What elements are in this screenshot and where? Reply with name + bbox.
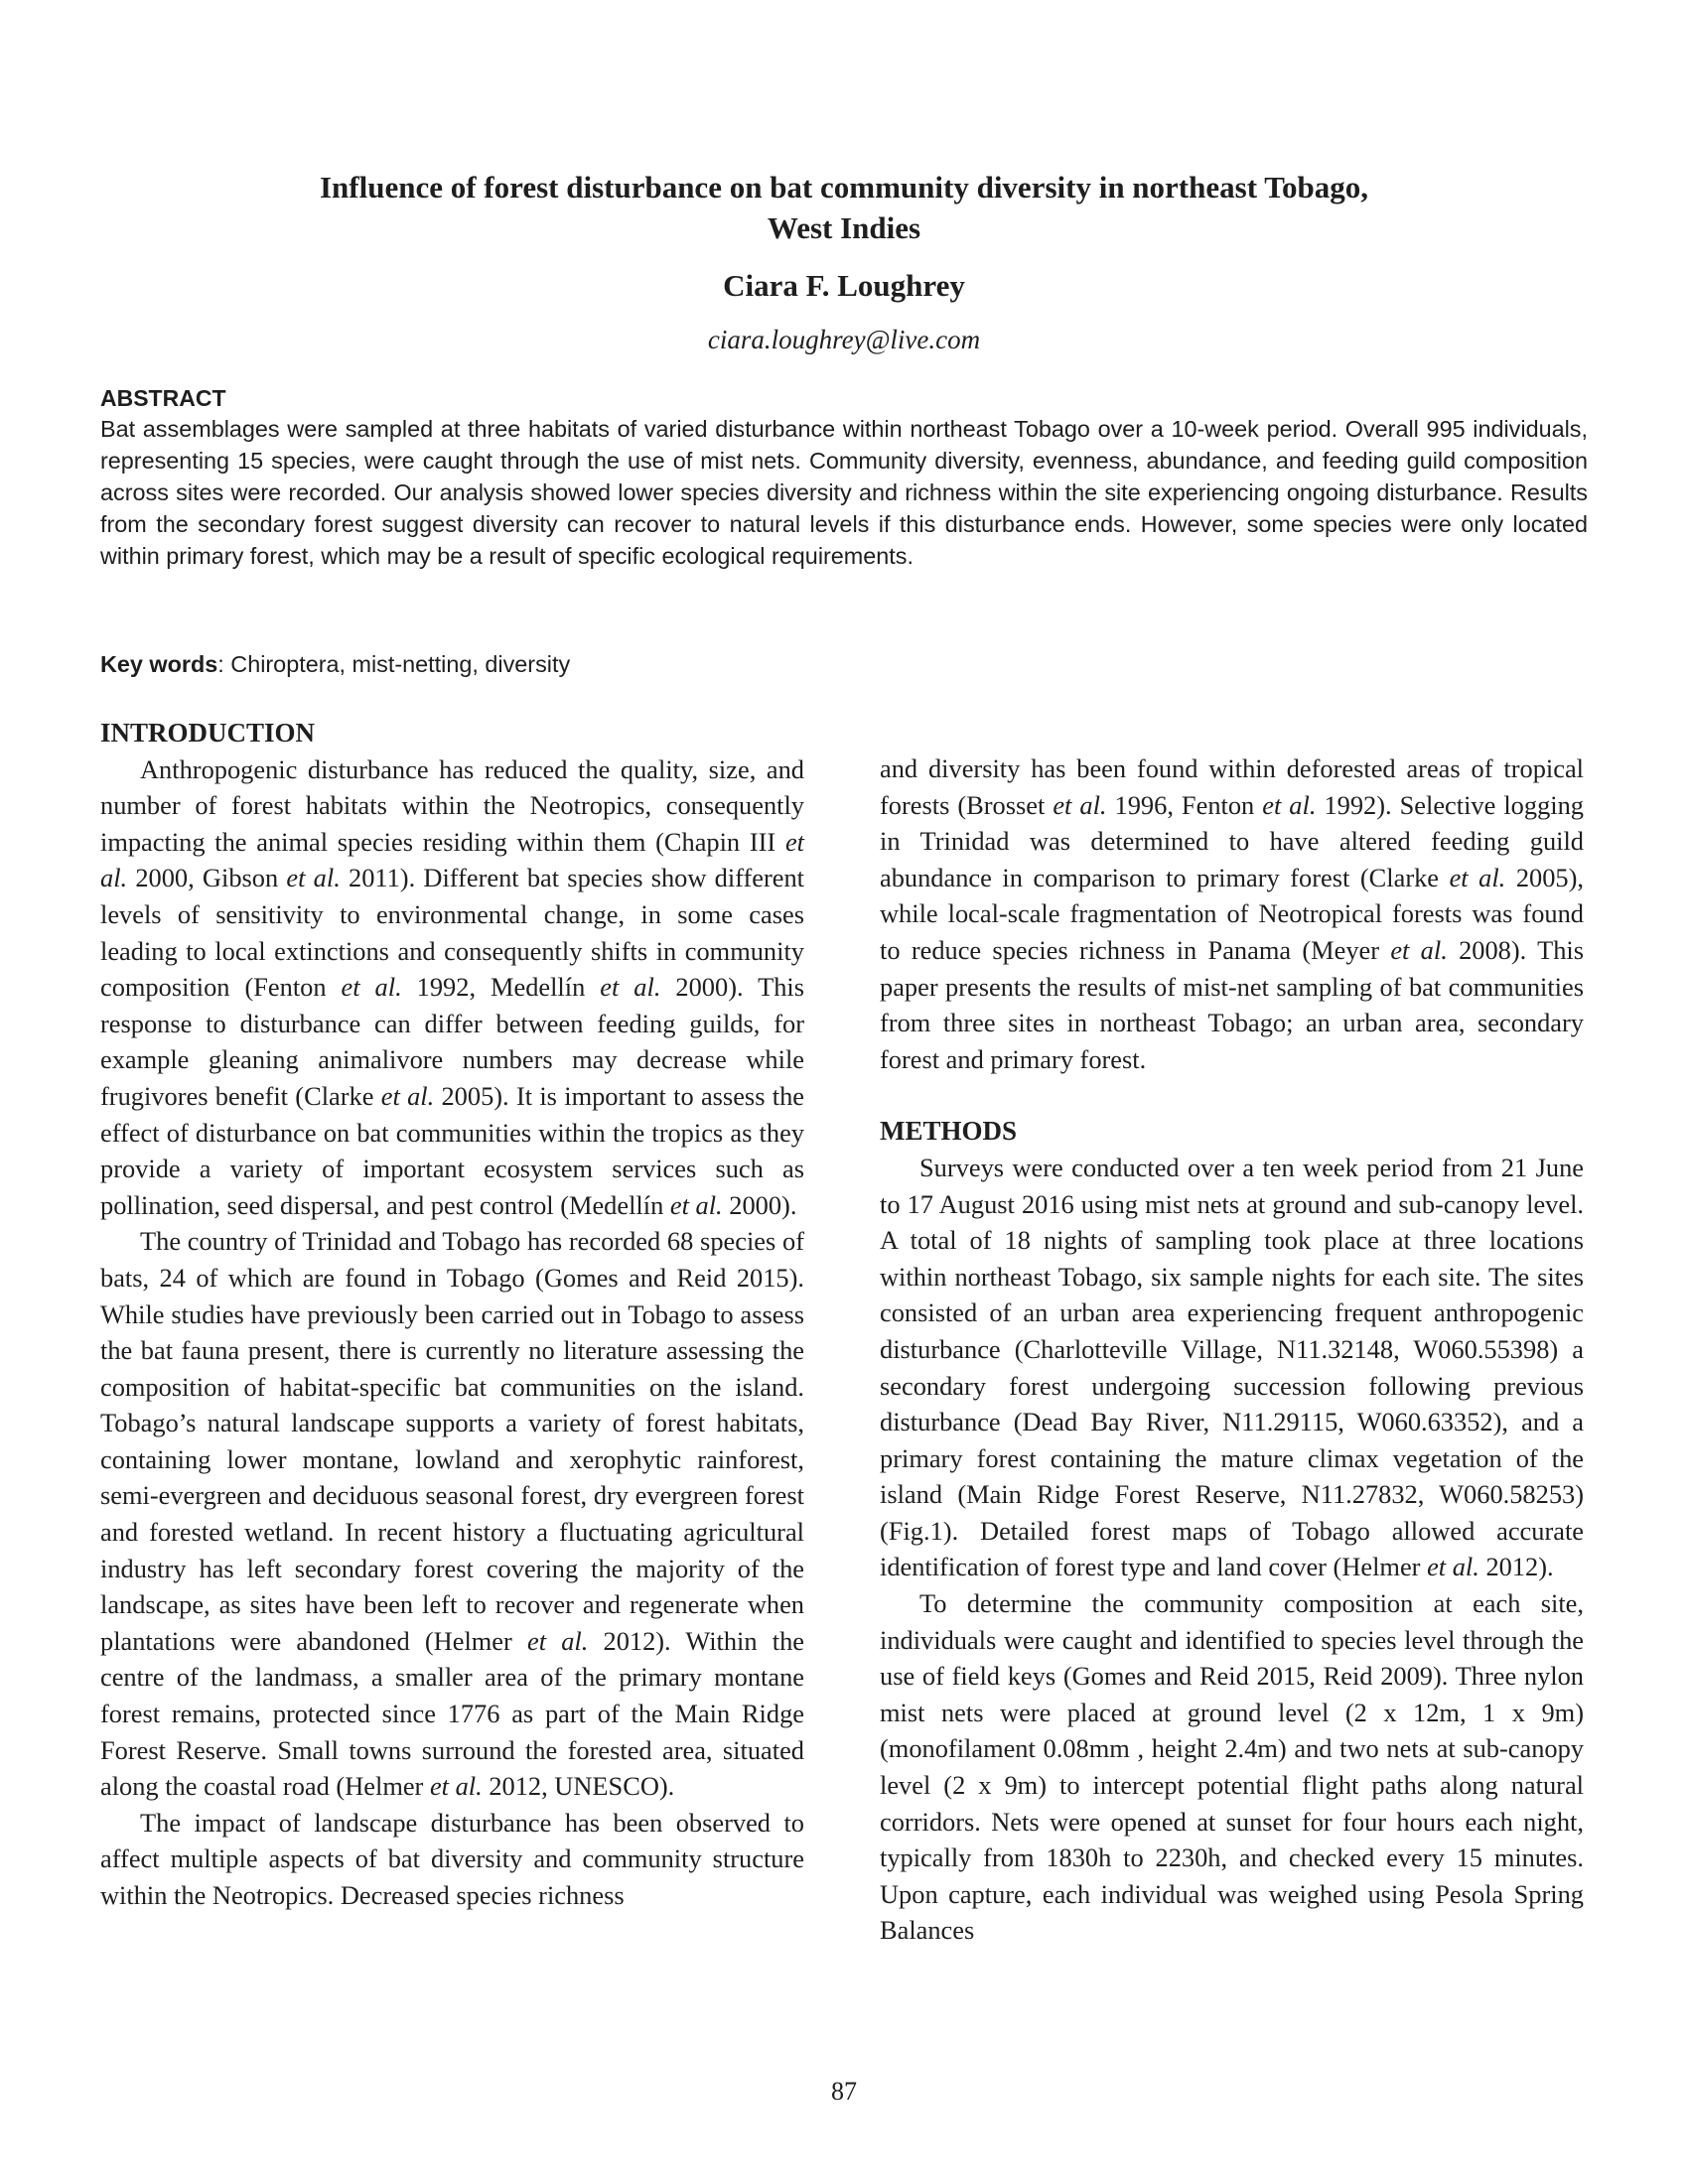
- abstract-heading: ABSTRACT: [100, 385, 226, 411]
- methods-heading: METHODS: [880, 1116, 1018, 1147]
- left-column: [100, 715, 804, 1914]
- keywords-label: Key words: [100, 651, 218, 677]
- etal-citation: et al.: [1053, 789, 1107, 820]
- etal-citation: et al.: [429, 1771, 483, 1802]
- keywords-separator: :: [217, 651, 231, 677]
- etal-citation: et al.: [341, 972, 402, 1003]
- author-name: Ciara F. Loughrey: [723, 268, 965, 303]
- etal-citation: et al.: [100, 826, 804, 893]
- etal-citation: et al.: [600, 972, 661, 1003]
- etal-citation: et al.: [286, 863, 341, 893]
- author-email: ciara.loughrey@live.com: [707, 325, 981, 354]
- keywords-text: Chiroptera, mist-netting, diversity: [230, 651, 571, 677]
- intro-paragraph-2: The country of Trinidad and Tobago has recorded 68 species of bats, 24 of which are found in Tobago (Gomes and Reid 2015). While studies have previously been carried out in Tobago to assess the bat fauna present, there is currently no literature assessing the composition of habitat-specific bat communities on the island. Tobago’s natural landscape supports a variety of forest habitats, containing lower montane, lowland and xerophytic rainforest, semi-evergreen and deciduous seasonal forest, dry evergreen forest and forested wetland. In recent history a fluctuating agricultural industry has left secondary forest covering the majority of the landscape, as sites have been left to recover and regenerate when plantations were abandoned (Helmer et al. 2012). Within the centre of the landmass, a smaller area of the primary montane forest remains, protected since 1776 as part of the Main Ridge Forest Reserve. Small towns surround the forested area, situated along the coastal road (Helmer et al. 2012, UNESCO).: [100, 1226, 804, 1802]
- title-line-1: Influence of forest disturbance on bat community diversity in northeast Tobago,: [319, 170, 1369, 205]
- etal-citation: et al.: [526, 1625, 589, 1656]
- keywords: [100, 648, 1588, 680]
- intro-paragraph-3: The impact of landscape disturbance has been observed to affect multiple aspects of bat diversity and community structure within the Neotropics. Decreased species richness: [100, 1807, 804, 1910]
- page-number: 87: [831, 2077, 857, 2106]
- introduction-heading: INTRODUCTION: [100, 718, 316, 748]
- intro-paragraph-3-continued: and diversity has been found within deforested areas of tropical forests (Brosset et al. 1996, Fenton et al. 1992). Selective logging in Trinidad was determined to have altered feeding guild abundance in comparison to primary forest (Clarke et al. 2005), while local-scale fragmentation of Neotropical forests was found to reduce species richness in Panama (Meyer et al. 2008). This paper presents the results of mist-net sampling of bat communities from three sites in northeast Tobago; an urban area, secondary forest and primary forest.: [880, 753, 1584, 1074]
- etal-citation: et al.: [669, 1189, 723, 1220]
- abstract-section: [100, 383, 1588, 572]
- etal-citation: et al.: [1262, 789, 1317, 820]
- etal-citation: et al.: [1427, 1552, 1479, 1582]
- title-line-2: West Indies: [767, 210, 921, 245]
- paper-title: [139, 167, 1549, 248]
- etal-citation: et al.: [1449, 862, 1506, 892]
- methods-paragraph-2: To determine the community composition at each site, individuals were caught and identified to species level through the use of field keys (Gomes and Reid 2015, Reid 2009). Three nylon mist nets were placed at ground level (2 x 12m, 1 x 9m) (monofilament 0.08mm , height 2.4m) and two nets at sub-canopy level (2 x 9m) to intercept potential flight paths along natural corridors. Nets were opened at sunset for four hours each night, typically from 1830h to 2230h, and checked every 15 minutes. Upon capture, each individual was weighed using Pesola Spring Balances: [880, 1588, 1584, 1946]
- intro-paragraph-1: Anthropogenic disturbance has reduced the quality, size, and number of forest habitats within the Neotropics, consequently impacting the animal species residing within them (Chapin III et al. 2000, Gibson et al. 2011). Different bat species show different levels of sensitivity to environmental change, in some cases leading to local extinctions and consequently shifts in community composition (Fenton et al. 1992, Medellín et al. 2000). This response to disturbance can differ between feeding guilds, for example gleaning animalivore numbers may decrease while frugivores benefit (Clarke et al. 2005). It is important to assess the effect of disturbance on bat communities within the tropics as they provide a variety of important ecosystem services such as pollination, seed dispersal, and pest control (Medellín et al. 2000).: [100, 753, 805, 1220]
- methods-paragraph-1: Surveys were conducted over a ten week period from 21 June to 17 August 2016 using mist nets at ground and sub-canopy level. A total of 18 nights of sampling took place at three locations within northeast Tobago, six sample nights for each site. The sites consisted of an urban area experiencing frequent anthropogenic disturbance (Charlotteville Village, N11.32148, W060.55398) a secondary forest undergoing succession following previous disturbance (Dead Bay River, N11.29115, W060.63352), and a primary forest containing the mature climax vegetation of the island (Main Ridge Forest Reserve, N11.27832, W060.58253) (Fig.1). Detailed forest maps of Tobago allowed accurate identification of forest type and land cover (Helmer et al. 2012).: [880, 1152, 1584, 1582]
- etal-citation: et al.: [1390, 934, 1448, 965]
- etal-citation: et al.: [380, 1080, 435, 1111]
- right-column: [880, 751, 1584, 1949]
- abstract-text: Bat assemblages were sampled at three habitats of varied disturbance within northeast Tobago over a 10-week period. Overall 995 individuals, representing 15 species, were caught through the use of mist nets. Community diversity, evenness, abundance, and feeding guild composition across sites were recorded. Our analysis showed lower species diversity and richness within the site experiencing ongoing disturbance. Results from the secondary forest suggest diversity can recover to natural levels if this disturbance ends. However, some species were only located within primary forest, which may be a result of specific ecological requirements.: [100, 416, 1588, 569]
